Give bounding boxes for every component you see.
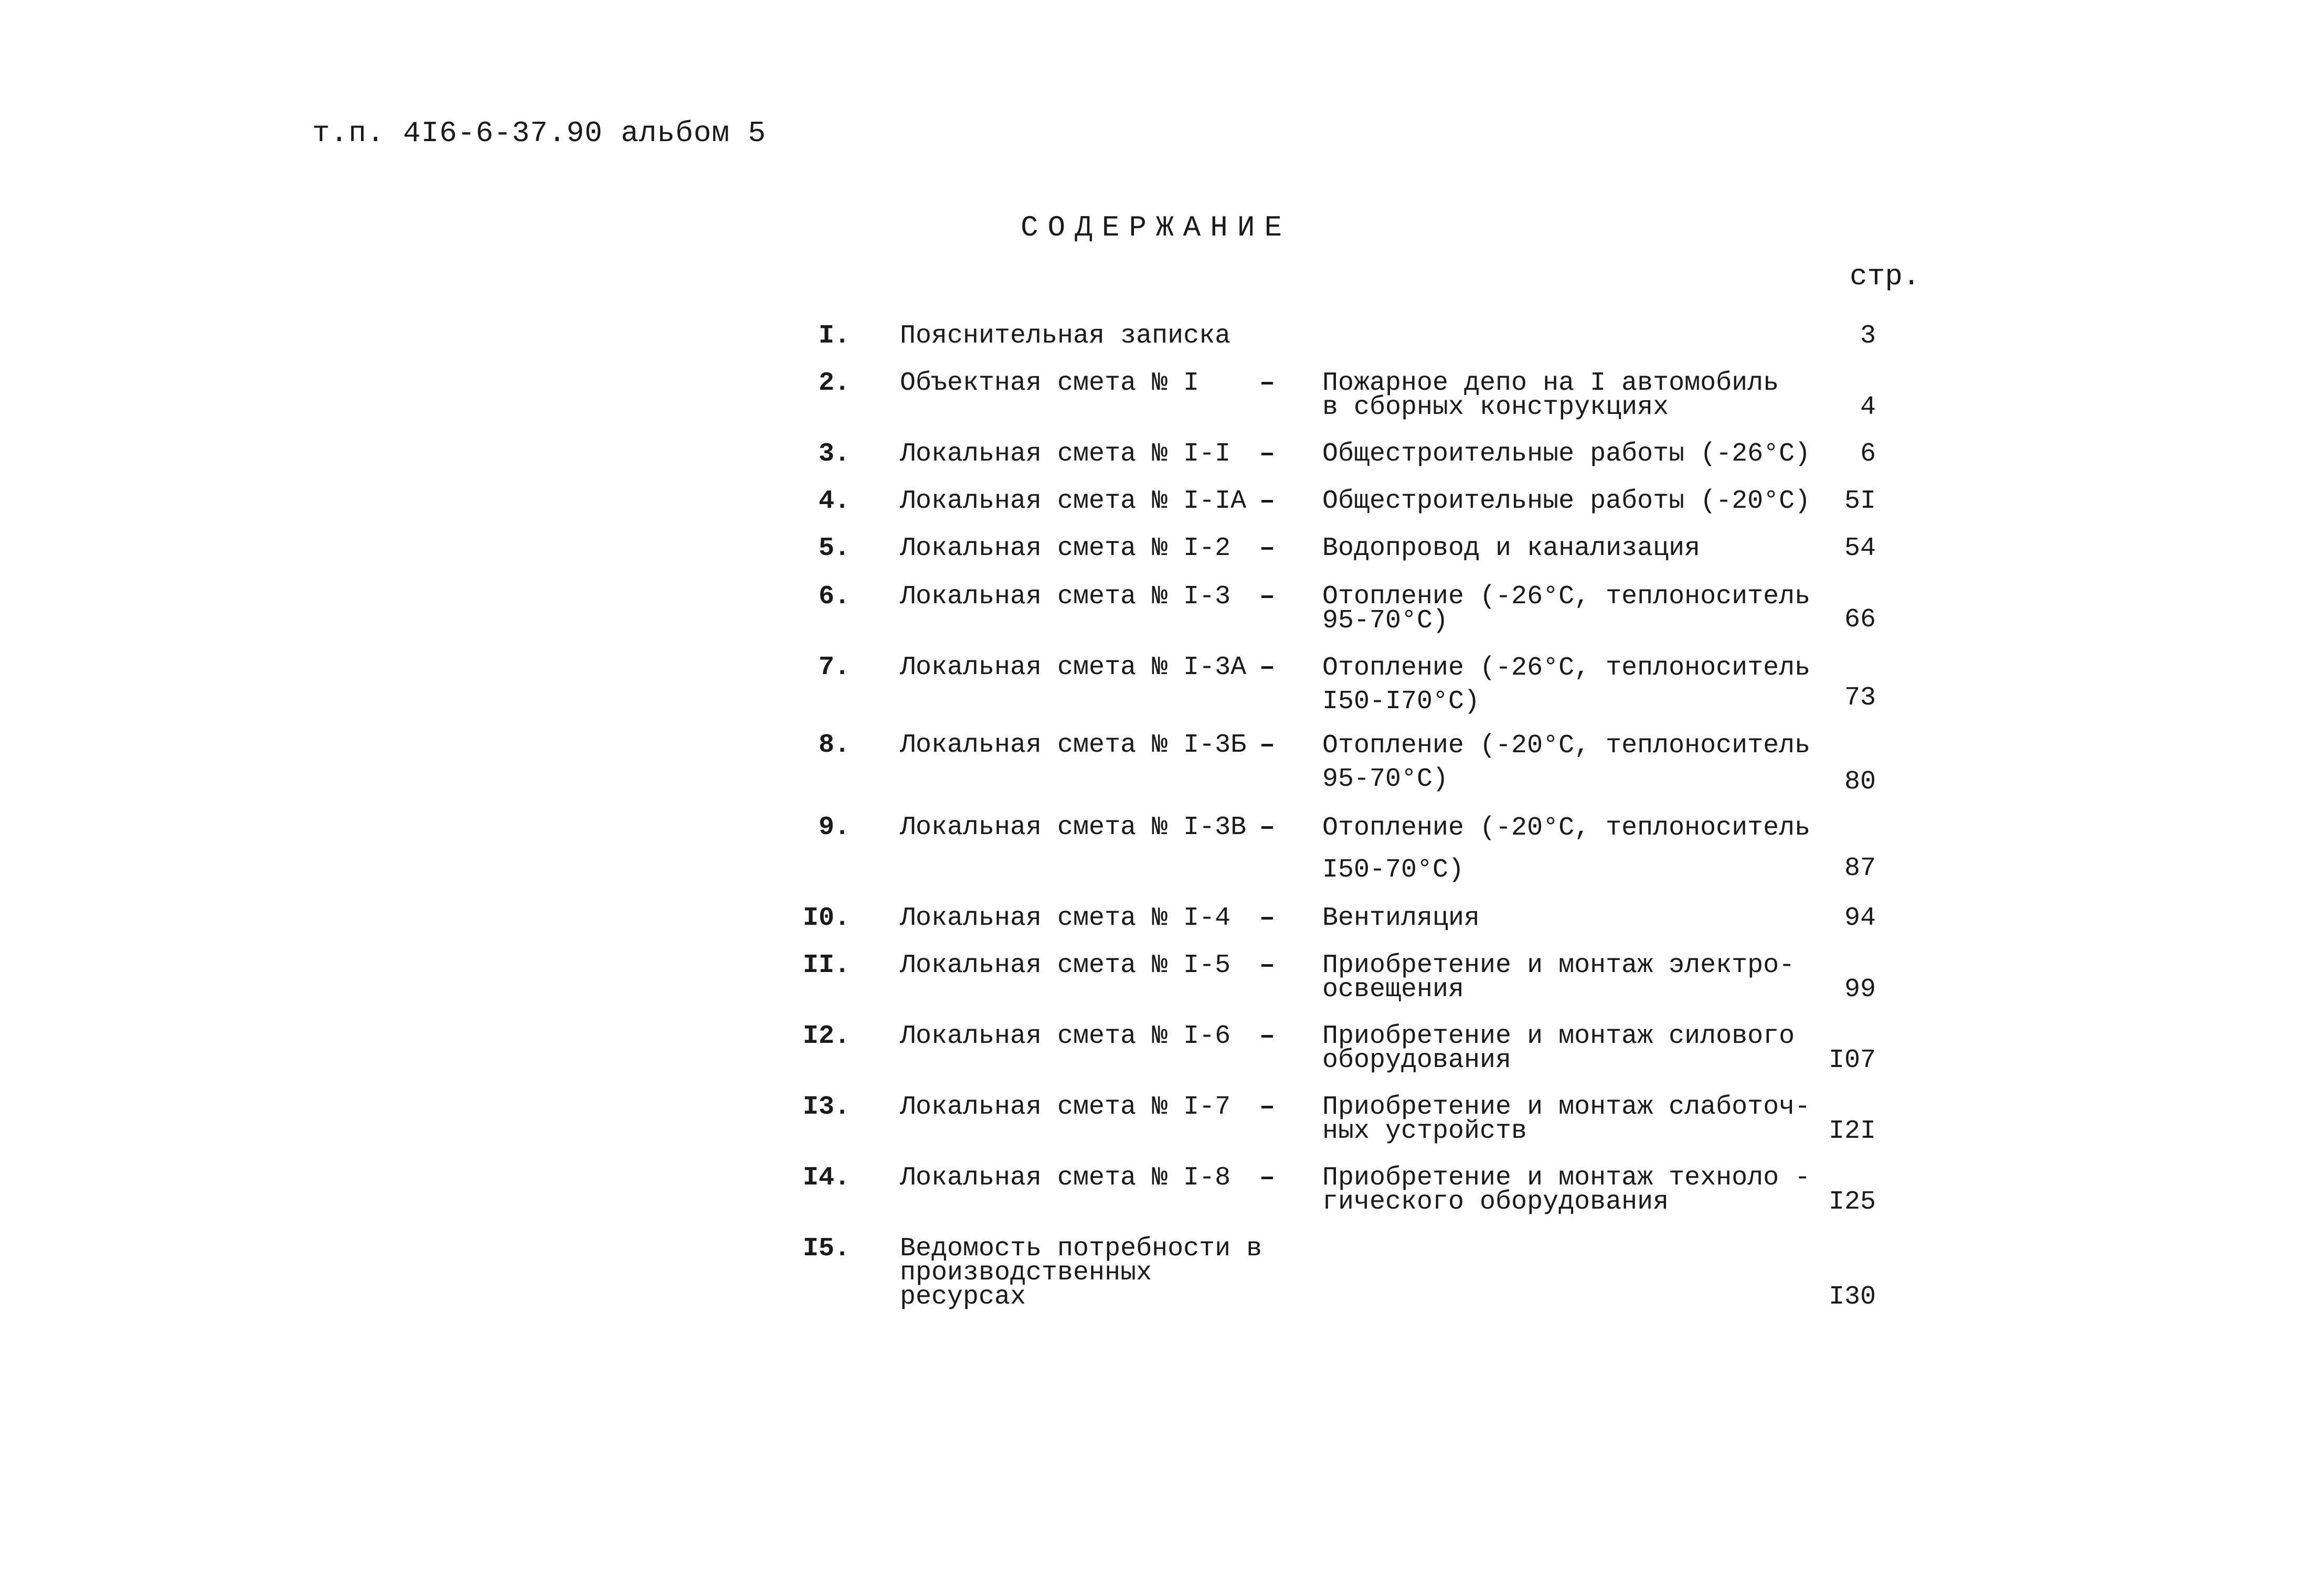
- toc-dash: –: [1259, 368, 1276, 398]
- toc-page-number: I2I: [1828, 1116, 1876, 1146]
- toc-page-number: 6: [1860, 439, 1876, 469]
- toc-title: Локальная смета № I-3В: [900, 813, 1247, 842]
- toc-title: Локальная смета № I-3: [900, 582, 1231, 612]
- toc-description: Отопление (-20°С, теплоноситель I50-70°С): [1322, 813, 1811, 885]
- toc-title: Локальная смета № I-IА: [900, 486, 1247, 516]
- toc-page-number: 5I: [1844, 486, 1876, 516]
- toc-title: Локальная смета № I-3Б: [900, 730, 1247, 760]
- toc-page-number: 54: [1844, 533, 1876, 563]
- toc-page-number: 4: [1860, 392, 1876, 422]
- toc-description: Общестроительные работы (-26°С): [1322, 439, 1811, 469]
- toc-page-number: I07: [1828, 1045, 1876, 1075]
- toc-number: 4.: [818, 486, 850, 516]
- toc-title: Локальная смета № I-6: [900, 1021, 1231, 1051]
- toc-number: I.: [818, 321, 850, 351]
- toc-description: Приобретение и монтаж электро- освещения: [1322, 951, 1795, 1005]
- toc-title: Локальная смета № I-4: [900, 903, 1231, 933]
- toc-description: Пожарное депо на I автомобиль в сборных конструкциях: [1322, 368, 1779, 422]
- toc-description: Вентиляция: [1322, 903, 1480, 933]
- page-column-label: стр.: [1850, 260, 1920, 293]
- toc-number: 9.: [818, 813, 850, 842]
- toc-number: I5.: [802, 1234, 850, 1264]
- toc-title: Локальная смета № I-5: [900, 951, 1231, 980]
- toc-title: Ведомость потребности в производственных ресурсах: [900, 1234, 1262, 1312]
- toc-page-number: 73: [1844, 683, 1876, 713]
- toc-number: 6.: [818, 582, 850, 612]
- toc-number: 2.: [818, 368, 850, 398]
- toc-page-number: 3: [1860, 321, 1876, 351]
- toc-dash: –: [1259, 903, 1276, 933]
- toc-number: I0.: [802, 903, 850, 933]
- toc-dash: –: [1259, 582, 1276, 612]
- toc-dash: –: [1259, 1021, 1276, 1051]
- toc-title: Объектная смета № I: [900, 368, 1200, 398]
- toc-dash: –: [1259, 951, 1276, 980]
- page-title: СОДЕРЖАНИЕ: [1021, 211, 1292, 244]
- toc-page-number: 87: [1844, 853, 1876, 883]
- toc-title: Пояснительная записка: [900, 321, 1231, 351]
- toc-page-number: 94: [1844, 903, 1876, 933]
- toc-number: I4.: [802, 1163, 850, 1193]
- toc-title: Локальная смета № I-8: [900, 1163, 1231, 1193]
- toc-number: I3.: [802, 1092, 850, 1122]
- toc-dash: –: [1259, 486, 1276, 516]
- toc-page-number: I25: [1828, 1187, 1876, 1217]
- toc-title: Локальная смета № I-2: [900, 533, 1231, 563]
- toc-title: Локальная смета № I-7: [900, 1092, 1231, 1122]
- toc-number: 5.: [818, 533, 850, 563]
- toc-description: Общестроительные работы (-20°С): [1322, 486, 1811, 516]
- toc-number: 7.: [818, 653, 850, 682]
- toc-dash: –: [1259, 730, 1276, 760]
- toc-page-number: 99: [1844, 975, 1876, 1005]
- toc-description: Водопровод и канализация: [1322, 533, 1701, 563]
- toc-page-number: I30: [1828, 1282, 1876, 1312]
- toc-description: Отопление (-26°С, теплоноситель I50-I70°С): [1322, 653, 1811, 717]
- toc-dash: –: [1259, 1163, 1276, 1193]
- toc-description: Приобретение и монтаж слаботоч- ных устройств: [1322, 1092, 1811, 1146]
- toc-dash: –: [1259, 813, 1276, 842]
- toc-number: 3.: [818, 439, 850, 469]
- toc-number: II.: [802, 951, 850, 980]
- toc-title: Локальная смета № I-I: [900, 439, 1231, 469]
- toc-description: Приобретение и монтаж техноло - гического оборудования: [1322, 1163, 1811, 1217]
- toc-title: Локальная смета № I-3А: [900, 653, 1247, 682]
- toc-dash: –: [1259, 439, 1276, 469]
- toc-dash: –: [1259, 1092, 1276, 1122]
- toc-number: 8.: [818, 730, 850, 760]
- toc-description: Отопление (-26°С, теплоноситель 95-70°С): [1322, 582, 1811, 636]
- toc-dash: –: [1259, 533, 1276, 563]
- toc-page-number: 66: [1844, 605, 1876, 635]
- document-code: т.п. 4I6-6-37.90 альбом 5: [312, 116, 767, 150]
- toc-number: I2.: [802, 1021, 850, 1051]
- toc-description: Отопление (-20°С, теплоноситель 95-70°С): [1322, 731, 1811, 794]
- toc-description: Приобретение и монтаж силового оборудования: [1322, 1021, 1795, 1075]
- toc-page-number: 80: [1844, 767, 1876, 797]
- toc-dash: –: [1259, 653, 1276, 682]
